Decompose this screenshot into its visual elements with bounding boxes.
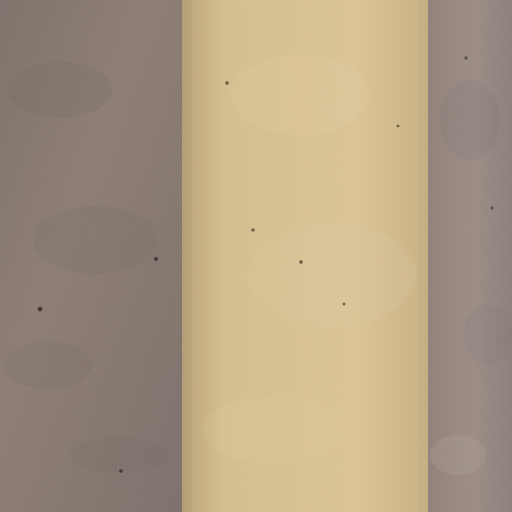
speck-2 — [154, 257, 158, 261]
yellow-stripe-region — [182, 0, 428, 512]
left-concrete-region — [0, 0, 184, 512]
speck-8 — [397, 125, 400, 128]
speck-10 — [491, 207, 494, 210]
speck-5 — [251, 228, 254, 231]
speck-9 — [464, 56, 467, 59]
right-grain-overlay — [428, 0, 512, 512]
speck-3 — [119, 469, 123, 473]
speck-7 — [343, 303, 346, 306]
speck-4 — [225, 81, 228, 84]
left-grain-overlay — [0, 0, 184, 512]
right-concrete-region — [428, 0, 512, 512]
speck-6 — [299, 260, 303, 264]
speck-1 — [38, 307, 43, 312]
stripe-grain-overlay — [182, 0, 428, 512]
